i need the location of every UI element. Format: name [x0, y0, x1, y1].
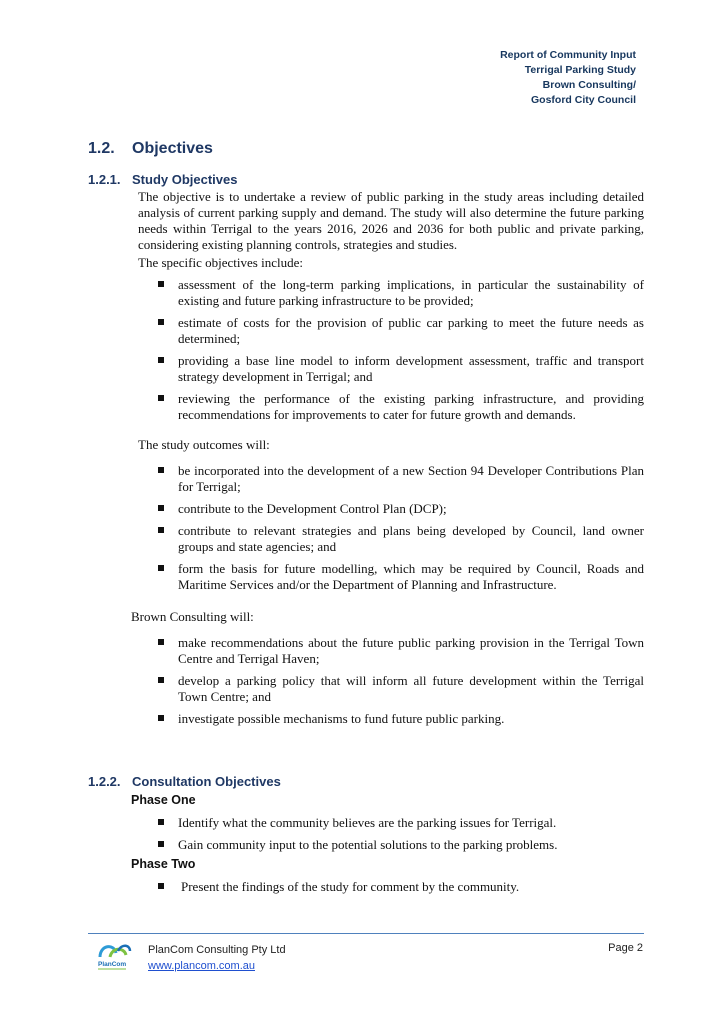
- square-bullet-icon: [158, 395, 164, 401]
- svg-text:PlanCom: PlanCom: [98, 961, 127, 968]
- square-bullet-icon: [158, 819, 164, 825]
- square-bullet-icon: [158, 281, 164, 287]
- section-heading: [88, 140, 213, 158]
- header-line-1: Report of Community Input: [500, 49, 636, 61]
- study-objectives-heading: [88, 172, 644, 187]
- website-link[interactable]: www.plancom.com.au: [148, 960, 255, 972]
- square-bullet-icon: [158, 715, 164, 721]
- square-bullet-icon: [158, 677, 164, 683]
- study-outcomes-label: The study outcomes will:: [138, 437, 270, 452]
- list-item: develop a parking policy that will inform all future development within the Terrigal Town Centre; and: [88, 673, 644, 705]
- square-bullet-icon: [158, 319, 164, 325]
- specific-objectives-label: The specific objectives include:: [138, 255, 303, 270]
- list-item: be incorporated into the development of a new Section 94 Developer Contributions Plan for Terrigal;: [88, 463, 644, 495]
- footer-company-info: [148, 942, 286, 974]
- plancom-logo: [96, 937, 132, 971]
- list-item: Present the findings of the study for comment by the community.: [88, 879, 644, 895]
- study-outcomes-list: [88, 463, 644, 593]
- list-item: providing a base line model to inform development assessment, traffic and transport strategy development in Terrigal; and: [88, 353, 644, 385]
- phase-one-list: [88, 815, 644, 853]
- list-item: contribute to relevant strategies and plans being developed by Council, land owner groups and state agencies; and: [88, 523, 644, 555]
- square-bullet-icon: [158, 357, 164, 363]
- list-item: Identify what the community believes are the parking issues for Terrigal.: [88, 815, 644, 831]
- list-item: contribute to the Development Control Plan (DCP);: [88, 501, 644, 517]
- square-bullet-icon: [158, 565, 164, 571]
- footer-divider: [88, 933, 644, 934]
- square-bullet-icon: [158, 883, 164, 889]
- square-bullet-icon: [158, 467, 164, 473]
- company-name: PlanCom Consulting Pty Ltd: [148, 944, 286, 956]
- consultation-objectives-heading: [88, 774, 644, 789]
- header-line-4: Gosford City Council: [531, 94, 636, 106]
- consultation-objectives-section: [88, 774, 644, 895]
- subsection-number: 1.2.1.: [88, 172, 121, 187]
- list-item: estimate of costs for the provision of public car parking to meet the future needs as determined;: [88, 315, 644, 347]
- square-bullet-icon: [158, 841, 164, 847]
- subsection-title: Consultation Objectives: [132, 774, 281, 789]
- phase-one-label: Phase One: [131, 793, 196, 807]
- subsection-title: Study Objectives: [132, 172, 238, 187]
- study-intro-paragraph: The objective is to undertake a review of public parking in the study areas including detailed analysis of current parking supply and demand. The study will also determine the future parking needs within Terrigal to the years 2016, 2026 and 2036 for both public and private parking, considering existing planning controls, strategies and studies.: [138, 189, 644, 252]
- specific-objectives-list: [88, 277, 644, 423]
- list-item: investigate possible mechanisms to fund future public parking.: [88, 711, 644, 727]
- header-line-2: Terrigal Parking Study: [524, 64, 636, 76]
- section-title: Objectives: [132, 140, 213, 157]
- list-item: assessment of the long-term parking implications, in particular the sustainability of existing and future parking infrastructure to be provided;: [88, 277, 644, 309]
- list-item: reviewing the performance of the existing parking infrastructure, and providing recommendations for improvements to cater for future growth and demands.: [88, 391, 644, 423]
- list-item: form the basis for future modelling, which may be required by Council, Roads and Maritime Services and/or the Department of Planning and Infrastructure.: [88, 561, 644, 593]
- list-item: Gain community input to the potential solutions to the parking problems.: [88, 837, 644, 853]
- list-item: make recommendations about the future public parking provision in the Terrigal Town Centre and Terrigal Haven;: [88, 635, 644, 667]
- phase-two-list: [88, 879, 644, 895]
- study-objectives-section: [88, 172, 644, 727]
- square-bullet-icon: [158, 639, 164, 645]
- brown-consulting-list: [88, 635, 644, 727]
- phase-two-label: Phase Two: [131, 857, 196, 871]
- section-number: 1.2.: [88, 140, 115, 157]
- square-bullet-icon: [158, 527, 164, 533]
- subsection-number: 1.2.2.: [88, 774, 121, 789]
- page-number: Page 2: [608, 942, 643, 954]
- square-bullet-icon: [158, 505, 164, 511]
- header-line-3: Brown Consulting/: [542, 79, 636, 91]
- brown-consulting-label: Brown Consulting will:: [131, 609, 254, 624]
- report-header: [500, 48, 636, 108]
